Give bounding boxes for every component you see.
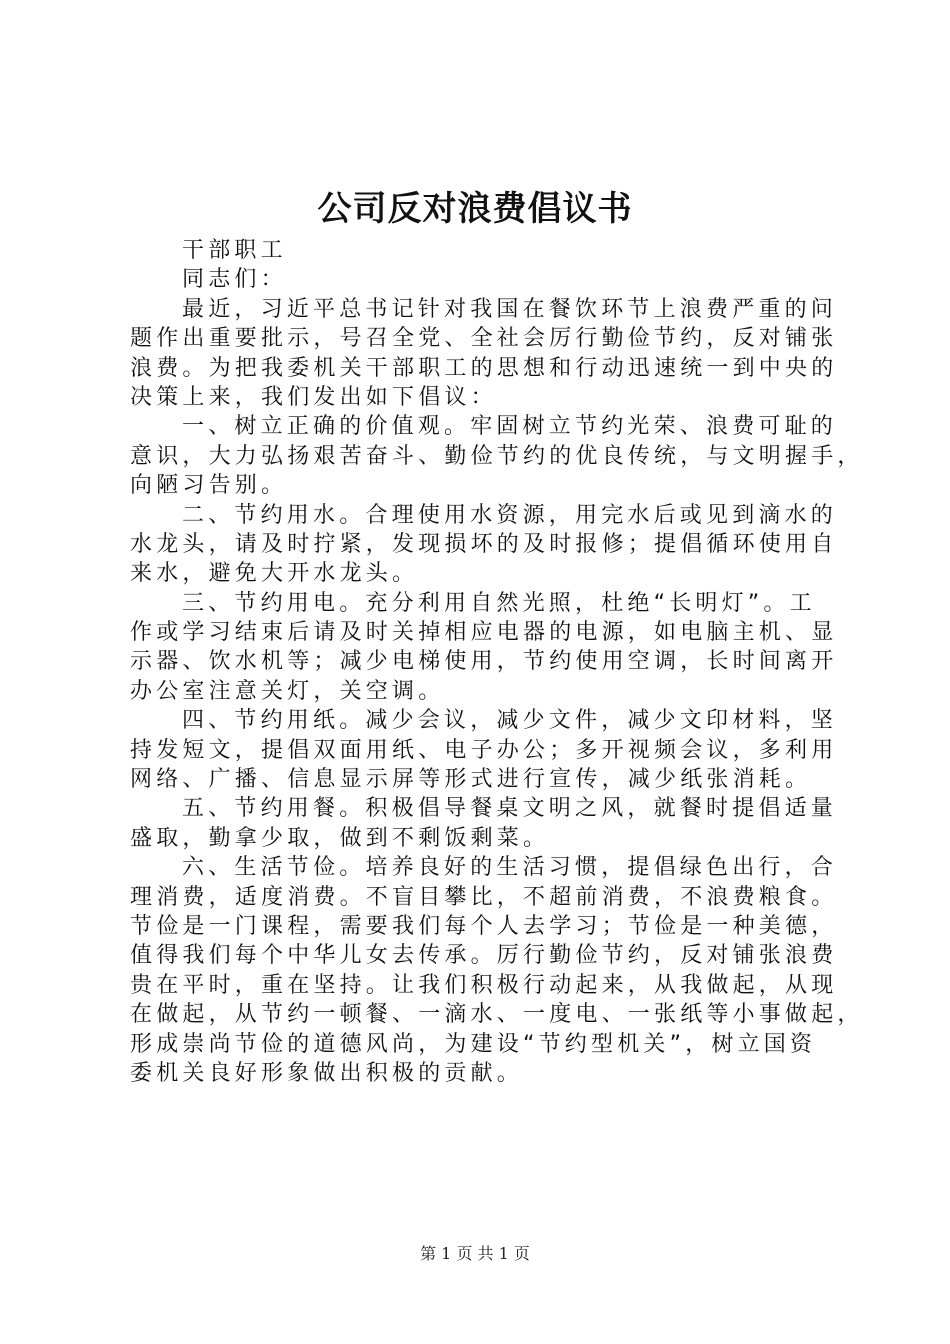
text-line: 盛取，勤拿少取，做到不剩饭剩菜。 [130, 825, 550, 851]
text-line: 三、节约用电。充分利用自然光照，杜绝“长明灯”。工 [182, 590, 816, 616]
text-line: 同志们： [182, 267, 287, 293]
text-line: 持发短文，提倡双面用纸、电子办公；多开视频会议，多利用 [130, 737, 838, 763]
text-line: 二、节约用水。合理使用水资源，用完水后或见到滴水的 [182, 502, 838, 528]
text-line: 来水，避免大开水龙头。 [130, 561, 419, 587]
text-line: 值得我们每个中华儿女去传承。厉行勤俭节约，反对铺张浪费 [130, 943, 838, 969]
text-line: 节俭是一门课程，需要我们每个人去学习；节俭是一种美德， [130, 913, 838, 939]
text-line: 网络、广播、信息显示屏等形式进行宣传，减少纸张消耗。 [130, 767, 812, 793]
text-line: 示器、饮水机等；减少电梯使用，节约使用空调，长时间离开 [130, 649, 838, 675]
text-line: 委机关良好形象做出积极的贡献。 [130, 1060, 524, 1086]
text-line: 办公室注意关灯，关空调。 [130, 678, 445, 704]
document-body [130, 236, 864, 1088]
text-line: 形成崇尚节俭的道德风尚，为建设“节约型机关”，树立国资 [130, 1031, 817, 1057]
text-line: 四、节约用纸。减少会议，减少文件，减少文印材料，坚 [182, 708, 838, 734]
text-line: 一、树立正确的价值观。牢固树立节约光荣、浪费可耻的 [182, 414, 838, 440]
text-line: 向陋习告别。 [130, 473, 288, 499]
text-line: 最近，习近平总书记针对我国在餐饮环节上浪费严重的问 [182, 296, 838, 322]
text-line: 题作出重要批示，号召全党、全社会厉行勤俭节约，反对铺张 [130, 326, 838, 352]
document-title: 公司反对浪费倡议书 [317, 189, 633, 229]
text-line: 干部职工 [182, 238, 287, 263]
text-line: 作或学习结束后请及时关掉相应电器的电源，如电脑主机、显 [130, 620, 838, 646]
text-line: 意识，大力弘扬艰苦奋斗、勤俭节约的优良传统，与文明握手， [130, 443, 864, 469]
page-footer: 第 1 页 共 1 页 [420, 1244, 530, 1263]
text-line: 在做起，从节约一顿餐、一滴水、一度电、一张纸等小事做起， [130, 1002, 864, 1028]
text-line: 决策上来，我们发出如下倡议： [130, 384, 497, 410]
text-line: 浪费。为把我委机关干部职工的思想和行动迅速统一到中央的 [130, 355, 838, 381]
text-line: 六、生活节俭。培养良好的生活习惯，提倡绿色出行，合 [182, 855, 838, 881]
text-line: 水龙头，请及时拧紧，发现损坏的及时报修；提倡循环使用自 [130, 531, 838, 557]
text-line: 五、节约用餐。积极倡导餐桌文明之风，就餐时提倡适量 [182, 796, 838, 822]
text-line: 贵在平时，重在坚持。让我们积极行动起来，从我做起，从现 [130, 972, 838, 998]
text-line: 理消费，适度消费。不盲目攀比，不超前消费，不浪费粮食。 [130, 884, 838, 910]
